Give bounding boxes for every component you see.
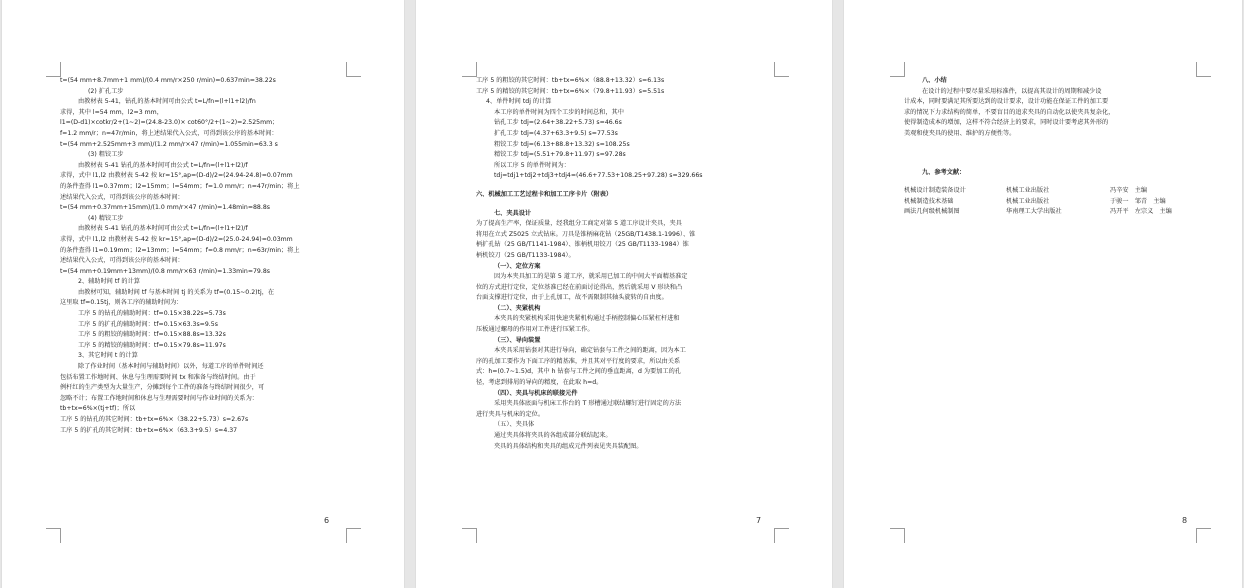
text-line: 例杆红的生产类型为大量生产，分摊到每个工件的准备与终结时间很少，可 [60,384,265,392]
text-line: 2、辅助时间 tf 的计算 [78,278,140,286]
crop-mark [346,62,361,77]
text-line: 工序 5 的钻孔的辅助时间：tf=0.15×38.22s=5.73s [78,310,226,318]
text-line: 径，考虑到排屑的导向的精度，在此取 h=d。 [476,379,603,387]
text-line: 工序 5 的粗铰的辅助时间：tf=0.15×88.8s=13.32s [78,331,226,339]
page-number: 8 [1182,516,1188,525]
text-line: t=(54 mm+8.7mm+1 mm)/(0.4 mm/r×250 r/min)=0.637min=38.22s [60,77,276,84]
crop-mark [346,528,361,543]
text-line: 述结果代入公式，可得到该公序的基本时间： [60,257,184,265]
text-line: 本工序的单件时间为四个工步的时间总和，其中 [494,108,624,116]
text-line: f=1.2 mm/r；n=47r/min，将上述结果代入公式，可得到该公序的基本时间： [60,129,278,137]
text-line: 将用在立式 Z5025 立式钻床。刀具是锥柄麻花钻（25GB/T1438.1-1996）、锥 [476,230,696,238]
text-line: 工序 5 的精铰的其它时间：tb+tx=6%×（79.8+11.93）s=5.51s [476,87,665,95]
spacer [904,178,1196,186]
text-line: l1=(D-d1)×cotkr/2+(1~2)=(24.8-23.0)× cot60°/2+(1~2)=2.525mm； [60,119,279,127]
text-line: 工序 5 的粗铰的其它时间：tb+tx=6%×（88.8+13.32）s=6.13s [476,77,665,84]
text-line: 使得制造成本的增加，这样不符合经济上的要求，同时设计要考虑其外形的 [904,119,1109,127]
text-line: 精铰工步 tdj=(5.51+79.8+11.97) s=97.28s [494,151,626,159]
text-line: 由教材表 5-41 钻孔的基本时间可由公式 t=L/fn=(l+l1+l2)/f [78,225,248,233]
text-line: (2) 扩孔工步 [88,87,124,95]
text-line: 的条件查得 l1=0.19mm；l2=13mm；l=54mm；f=0.8 mm/r；n=63r/min；将上 [60,246,300,254]
text-line: 钻孔工步 tdj=(2.64+38.22+5.73) s=46.6s [494,119,622,127]
text-line: 因为本夹具加工的是第 5 道工序，就采用已加工的中间大平面精基准定 [494,273,688,281]
text-line: 本夹具的夹紧机构采用快速夹紧机构通过手柄控制偏心压紧杠杆进和 [494,315,680,323]
text-line: 工序 5 的钻孔的其它时间：tb+tx=6%×（38.22+5.73）s=2.67s [60,416,249,423]
reference-title: 机械制造技术基础 [904,197,954,205]
reference-list [904,186,1196,218]
text-line: (4) 精铰工步 [88,214,124,222]
reference-title: 机械设计制造装备设计 [904,187,966,195]
text-line: （一）、定位方案 [494,262,541,270]
text-line: （五）、夹具体 [494,421,535,429]
text-line: (3) 粗铰工步 [88,151,124,159]
text-line: 在设计的过程中要尽量采用标准件，以提高其设计的周期和减少设 [922,87,1102,95]
text-line: 柄机铰刀（25 GB/T1133-1984）。 [476,251,575,259]
text-line: t=(54 mm+0.19mm+13mm)/(0.8 mm/r×63 r/min)=1.33min=79.8s [60,267,271,275]
text-line: 柄扩孔钻（25 GB/T1141-1984）、锥柄机用铰刀（25 GB/T1133-1984）锥 [476,241,689,249]
page-body [60,76,362,436]
text-line: 求的情况下力求结构的简单，不要盲目的追求夹具的自动化以使夹具复杂化， [904,108,1115,116]
text-line: 由教材表 5-41，钻孔的基本时间可由公式 t=L/fn=(l+l1+l2)/fn [78,98,256,106]
summary-paragraph [904,87,1196,140]
page-number: 7 [756,516,762,525]
text-line: 由教材可知，辅助时间 tf 与基本时间 tj 的关系为 tf=(0.15~0.2)tj，在 [78,288,275,296]
text-line: tdj=tdj1+tdj2+tdj3+tdj4=(46.6+77.53+108.25+97.28) s=329.66s [494,172,703,180]
text-line: 七、夹具设计 [494,209,532,217]
text-line: 美观和使夹具的使用、维护的方便性等。 [904,129,1016,137]
crop-mark [1196,528,1211,543]
text-line: 粗铰工步 tdj=(6.13+88.8+13.32) s=108.25s [494,140,630,148]
page-body [476,76,776,452]
text-line: 夹具的具体结构和夹具的组成元件列表见夹具装配图。 [494,442,643,450]
text-line: 工序 5 的扩孔的辅助时间：tf=0.15×63.3s=9.5s [78,320,218,328]
reference-publisher: 机械工业出版社 [1006,187,1050,195]
crop-mark [890,62,905,77]
text-line: 述结果代入公式，可得到该公序的基本时间： [60,193,184,201]
text-line: 求得，其中 l=54 mm，l2=3 mm， [60,108,163,116]
spacer [476,182,776,190]
reference-publisher: 机械工业出版社 [1006,197,1050,205]
reference-author: 冯开平 左宗义 主编 [1110,208,1172,216]
text-line: 本夹具采用钻套对其进行导向，确定钻套与工件之间的距离，因为本工 [494,347,686,355]
page-number: 6 [324,516,330,525]
text-line: 求得，式中 l1,l2 由教材表 5-42 按 kr=15°,ap=(D-d)/2=(25.0-24.94)=0.03mm [60,235,293,243]
reference-author: 于骏一 邹青 主编 [1110,197,1166,205]
text-line: 由教材表 5-41 钻孔的基本时间可由公式 t=L/fn=(l+l1+l2)/f [78,161,248,169]
text-line: 3、其它时间 t 的计算 [78,352,138,360]
reference-author: 冯辛安 主编 [1110,187,1148,195]
crop-mark [774,62,789,77]
document-page-7 [416,0,832,588]
crop-mark [46,62,61,77]
text-line: 忽略不计；布置工作地时间和休息与生理需要时间与作业时间的关系为： [60,394,258,402]
text-line: 除了作业时间（基本时间与辅助时间）以外，每道工序的单件时间还 [78,363,264,371]
reference-item [904,186,1196,197]
text-line: （三）、导向装置 [494,336,541,344]
spacer [476,201,776,209]
text-line: 序的孔加工要作为下面工序的精基准，并且其对平行度的要求，所以由关系 [476,357,681,365]
text-line: t=(54 mm+0.37mm+15mm)/(1.0 mm/r×47 r/min)=1.48min=88.8s [60,204,271,212]
reference-title: 画法几何级机械制图 [904,208,960,216]
text-line: 所以工序 5 的单件时间为： [494,161,570,169]
crop-mark [462,62,477,77]
text-line: 工序 5 的扩孔的其它时间：tb+tx=6%×（63.3+9.5）s=4.37 [60,426,238,434]
text-line: tb+tx=6%×(tj+tf)；所以 [60,405,136,413]
text-line: t=(54 mm+2.525mm+3 mm)/(1.2 mm/r×47 r/min)=1.055min=63.3 s [60,140,278,148]
section-heading: 九、参考文献： [922,168,966,176]
crop-mark [774,528,789,543]
text-line: （二）、夹紧机构 [494,304,541,312]
text-line: 压板通过螺母的作用对工件进行压紧工作。 [476,326,594,334]
text-line: 4、单件时间 tdj 的计算 [486,98,552,106]
document-page-6 [2,0,404,588]
text-line: 计成本，同时要满足其所要达到的设计要求，设计功能在保证工件的加工要 [904,98,1109,106]
text-line: 这里取 tf=0.15tj，则各工序的辅助时间为： [60,299,183,307]
text-line: 式：h=(0.7~1.5)d，其中 h 钻套与工件之间的垂直距离，d 为要加工的孔 [476,368,681,376]
reference-item [904,197,1196,208]
text-line: 台面支撑进行定位，由于上孔加工，故不需限制其轴头旋转的自由度。 [476,294,668,302]
text-line: 的条件查得 l1=0.37mm；l2=15mm；l=54mm；f=1.0 mm/r；n=47r/min；将上 [60,182,300,190]
text-line: 进行夹具与机床的定位。 [476,410,545,418]
crop-mark [46,528,61,543]
text-line: 通过夹具体将夹具的各组成部分联结起来。 [494,432,612,439]
page-body [904,76,1196,218]
spacer [904,140,1196,168]
crop-mark [1196,62,1211,77]
text-line: 采用夹具体底面与机床工作台的 T 形槽通过联结螺钉进行固定的方法 [494,400,682,408]
crop-mark [890,528,905,543]
text-line: 为了提高生产率，保证质量，经我组分工商定对第 5 道工序设计夹具，夹具 [476,220,682,228]
text-line: 包括布置工作地时间、休息与生理需要时间 tx 和准备与终结时间。由于 [60,373,256,381]
section-heading: 八、小结 [922,77,947,84]
reference-item [904,207,1196,218]
text-line: 六、机械加工工艺过程卡和加工工序卡片（附表） [476,190,613,198]
text-line: 扩孔工步 tdj=(4.37+63.3+9.5) s=77.53s [494,129,618,137]
crop-mark [462,528,477,543]
text-line: 求得，式中 l1,l2 由教材表 5-42 按 kr=15°,ap=(D-d)/2=(24.94-24.8)=0.07mm [60,172,293,180]
text-line: 位的方式进行定位，定位基准已经在前面讨论得出，然后就采用 V 形块和凸 [476,283,683,291]
text-line: （四）、夹具与机床的联接元件 [494,389,578,397]
text-line: 工序 5 的精铰的辅助时间：tf=0.15×79.8s=11.97s [78,341,226,349]
reference-publisher: 华南理工大学出版社 [1006,208,1062,216]
document-page-8 [844,0,1242,588]
